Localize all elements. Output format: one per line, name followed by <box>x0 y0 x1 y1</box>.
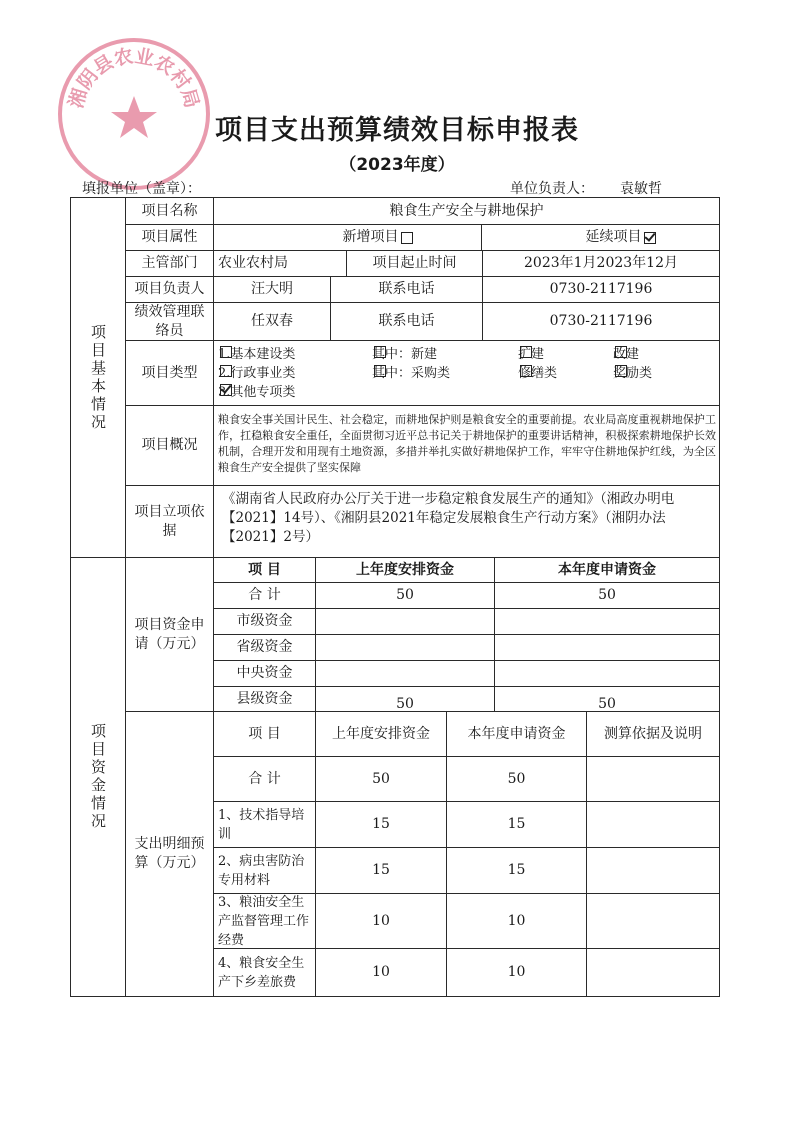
detail-row-travel-prev: 10 <box>372 964 390 980</box>
contact-label: 绩效管理联络员 <box>134 303 205 339</box>
sub-new-build-label: 其中：新建 <box>372 347 438 362</box>
funds-apply-label: 项目资金申请（万元） <box>134 616 205 652</box>
detail-row-travel-note <box>587 949 719 996</box>
section-funds-label: 项目资金情况 <box>89 723 107 831</box>
attr-continuing-label: 延续项目 <box>585 229 642 245</box>
project-name-value: 粮食生产安全与耕地保护 <box>389 202 544 219</box>
apply-header-item: 项 目 <box>248 561 281 578</box>
project-type-label: 项目类型 <box>141 364 198 381</box>
period-label: 项目起止时间 <box>372 255 457 271</box>
apply-header-prev: 上年度安排资金 <box>356 561 454 578</box>
apply-row-central-curr <box>495 661 719 686</box>
sub-reward-checkbox <box>615 365 627 377</box>
type-other-special-label: 3.其他专项类 <box>218 385 296 400</box>
detail-row-pest-curr: 15 <box>507 862 526 878</box>
apply-header-curr: 本年度申请资金 <box>558 561 656 578</box>
leader-value: 汪大明 <box>251 281 293 297</box>
detail-header-prev: 上年度安排资金 <box>332 725 430 742</box>
overview-label: 项目概况 <box>141 437 198 453</box>
phone2-label: 联系电话 <box>378 313 435 329</box>
leader-label: 项目负责人 <box>134 281 205 297</box>
seal-text: 湘阴县农业农村局 <box>65 45 203 111</box>
sub-rebuild-label: 改建 <box>613 347 640 362</box>
sub-new-build-checkbox <box>374 346 386 358</box>
apply-row-county-prev: 50 <box>396 695 414 712</box>
detail-budget-label: 支出明细预算（万元） <box>134 836 205 871</box>
detail-row-total-prev: 50 <box>372 770 390 787</box>
apply-row-county-name: 县级资金 <box>236 690 293 707</box>
type-infrastructure-label: 1.基本建设类 <box>218 347 296 362</box>
attr-continuing-option <box>482 225 719 250</box>
apply-row-total-prev: 50 <box>396 587 414 603</box>
section-basic-info-label: 项目基本情况 <box>89 323 107 432</box>
detail-header-item: 项 目 <box>248 725 281 742</box>
type-admin-label: 2.行政事业类 <box>218 366 296 381</box>
page-title: 项目支出预算绩效目标申报表 <box>215 115 579 146</box>
unit-head-name: 袁敏哲 <box>620 181 662 197</box>
detail-row-supervision-note <box>587 894 719 948</box>
phone-label: 联系电话 <box>378 281 435 297</box>
apply-row-total-curr: 50 <box>598 587 616 603</box>
page-year: （2023年度） <box>339 155 455 175</box>
phone-value: 0730-2117196 <box>549 281 653 297</box>
apply-row-central-name: 中央资金 <box>236 665 293 681</box>
detail-row-supervision-prev: 10 <box>372 912 390 929</box>
sub-expansion-checkbox <box>520 346 532 358</box>
dept-value: 农业农村局 <box>218 255 288 271</box>
detail-row-training-curr: 15 <box>507 816 526 832</box>
detail-row-training-name: 1、技术指导培训 <box>218 807 305 842</box>
type-admin-checkbox <box>220 365 232 377</box>
detail-header-note: 测算依据及说明 <box>604 725 702 742</box>
apply-row-total-name: 合 计 <box>248 587 281 603</box>
detail-row-travel-name: 4、粮食安全生产下乡差旅费 <box>218 955 305 990</box>
detail-row-pest-name: 2、病虫害防治专用材料 <box>218 853 305 888</box>
detail-row-travel-curr: 10 <box>507 964 526 980</box>
type-other-special-checkbox <box>220 384 232 396</box>
type-infrastructure-checkbox <box>220 346 232 358</box>
apply-row-city-curr <box>495 609 719 634</box>
detail-row-pest-prev: 15 <box>372 862 390 878</box>
sub-repair-label: 修缮类 <box>518 366 558 381</box>
basis-text: 《湖南省人民政府办公厅关于进一步稳定粮食发展生产的通知》（湘政办明电【2021】14号）、《湘阴县2021年稳定发展粮食生产行动方案》（湘阴办法【2021】2号） <box>222 491 675 545</box>
sub-rebuild-checkbox <box>615 346 627 358</box>
attr-new-checkbox <box>401 232 413 244</box>
apply-row-city-prev <box>316 609 494 634</box>
detail-row-total-name: 合 计 <box>248 770 281 787</box>
dept-label: 主管部门 <box>141 255 198 271</box>
attr-new-label: 新增项目 <box>342 229 399 245</box>
phone2-value: 0730-2117196 <box>549 313 653 329</box>
attr-new-option <box>214 225 481 250</box>
period-value: 2023年1月2023年12月 <box>524 255 678 271</box>
reporting-unit-label: 填报单位（盖章）： <box>82 181 201 197</box>
project-name-label: 项目名称 <box>141 202 198 219</box>
detail-row-supervision-name: 3、粮油安全生产监督管理工作经费 <box>218 894 310 948</box>
detail-row-total-curr: 50 <box>507 770 526 787</box>
attr-continuing-checkbox <box>644 232 656 244</box>
detail-row-supervision-curr: 10 <box>507 912 526 929</box>
sub-repair-checkbox <box>520 365 532 377</box>
detail-row-training-note <box>587 802 719 847</box>
apply-row-central-prev <box>316 661 494 686</box>
apply-row-city-name: 市级资金 <box>236 613 293 629</box>
detail-row-pest-note <box>587 848 719 893</box>
sub-procurement-checkbox <box>374 365 386 377</box>
overview-text: 粮食安全事关国计民生、社会稳定，而耕地保护则是粮食安全的重要前提。农业局高度重视耕地保护工作，扛稳粮食安全重任，全面贯彻习近平总书记关于耕地保护的重要讲话精神，积极探索耕地保护长效机制，合理开发和用现有土地资源，多措并举扎实做好耕地保护工作，牢牢守住耕地保护红线，为全区粮食生产安全提供了坚实保障 <box>218 413 716 474</box>
detail-header-curr: 本年度申请资金 <box>467 725 566 742</box>
detail-row-total-note <box>587 757 719 801</box>
sub-procurement-label: 其中：采购类 <box>372 366 451 381</box>
sub-expansion-label: 扩建 <box>518 347 545 362</box>
contact-value: 任双春 <box>251 313 293 329</box>
sub-reward-label: 奖励类 <box>613 366 653 381</box>
apply-row-province-prev <box>316 635 494 660</box>
detail-row-training-prev: 15 <box>372 816 390 832</box>
apply-row-county-curr: 50 <box>598 695 616 712</box>
apply-row-province-name: 省级资金 <box>236 639 293 655</box>
basis-label: 项目立项依据 <box>134 503 205 539</box>
project-attr-label: 项目属性 <box>141 229 198 245</box>
unit-head-label: 单位负责人： <box>510 181 594 197</box>
apply-row-province-curr <box>495 635 719 660</box>
